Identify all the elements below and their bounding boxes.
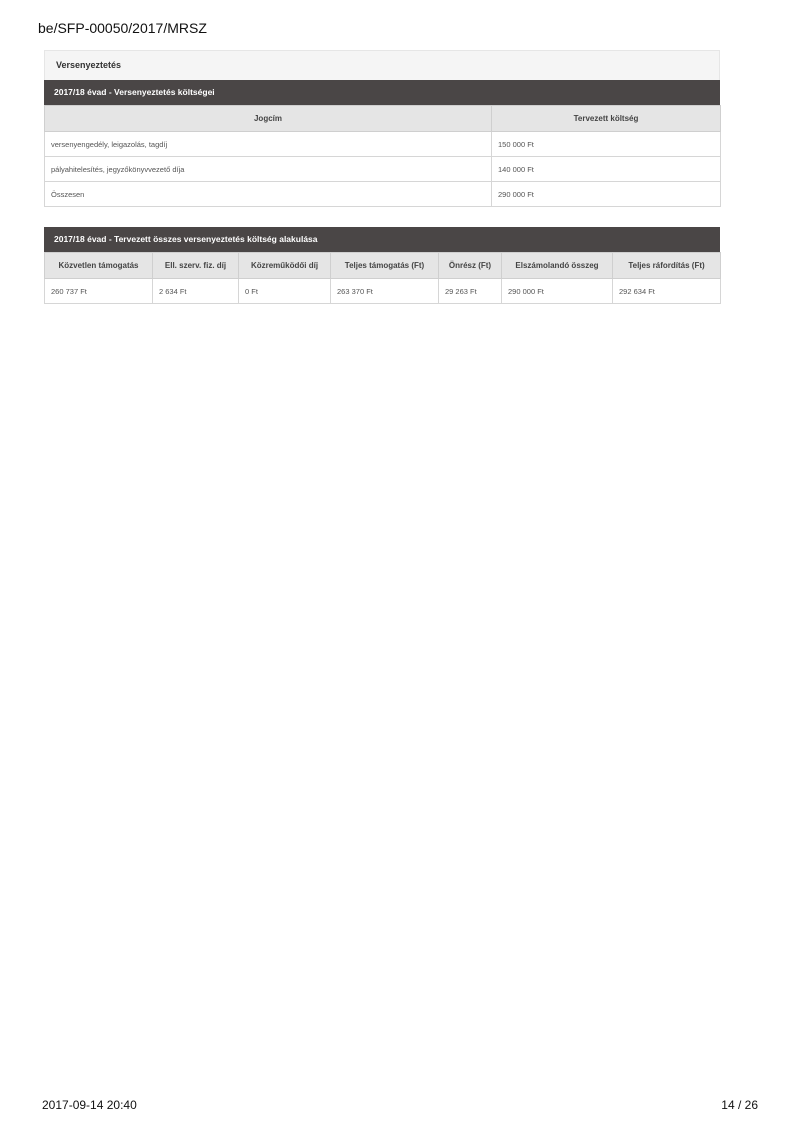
column-header: Közvetlen támogatás — [45, 253, 153, 279]
total-cost-table — [44, 252, 721, 304]
section-title: Versenyeztetés — [56, 60, 122, 70]
table-header-row — [45, 253, 721, 279]
section-header — [44, 50, 720, 80]
column-header-jogcim: Jogcím — [45, 106, 492, 132]
page-number: 14 / 26 — [721, 1098, 758, 1112]
table-cell: 292 634 Ft — [613, 279, 721, 304]
total-cost-table-panel — [44, 227, 720, 304]
column-header: Ell. szerv. fiz. díj — [153, 253, 239, 279]
document-id: be/SFP-00050/2017/MRSZ — [38, 20, 207, 36]
table-cell: 290 000 Ft — [492, 182, 721, 207]
table-cell: 263 370 Ft — [331, 279, 439, 304]
table-row — [45, 157, 721, 182]
table-cell: 29 263 Ft — [439, 279, 502, 304]
table-row — [45, 182, 721, 207]
table-row — [45, 132, 721, 157]
table-cell: 0 Ft — [239, 279, 331, 304]
table-cell: pályahitelesítés, jegyzőkönyvvezető díja — [45, 157, 492, 182]
table-header-row — [45, 106, 721, 132]
column-header-tervezett-koltseg: Tervezett költség — [492, 106, 721, 132]
column-header: Közreműködői díj — [239, 253, 331, 279]
cost-table — [44, 105, 721, 207]
table-cell: 150 000 Ft — [492, 132, 721, 157]
column-header: Önrész (Ft) — [439, 253, 502, 279]
table-cell: 260 737 Ft — [45, 279, 153, 304]
table-cell: 290 000 Ft — [502, 279, 613, 304]
table-cell: Összesen — [45, 182, 492, 207]
table-row — [45, 279, 721, 304]
total-cost-table-title: 2017/18 évad - Tervezett összes versenyeztetés költség alakulása — [44, 227, 720, 252]
column-header: Teljes támogatás (Ft) — [331, 253, 439, 279]
cost-table-title: 2017/18 évad - Versenyeztetés költségei — [44, 80, 720, 105]
cost-table-panel — [44, 80, 720, 207]
table-cell: 140 000 Ft — [492, 157, 721, 182]
table-cell: versenyengedély, leigazolás, tagdíj — [45, 132, 492, 157]
column-header: Teljes ráfordítás (Ft) — [613, 253, 721, 279]
column-header: Elszámolandó összeg — [502, 253, 613, 279]
footer-date: 2017-09-14 20:40 — [42, 1098, 137, 1112]
table-cell: 2 634 Ft — [153, 279, 239, 304]
